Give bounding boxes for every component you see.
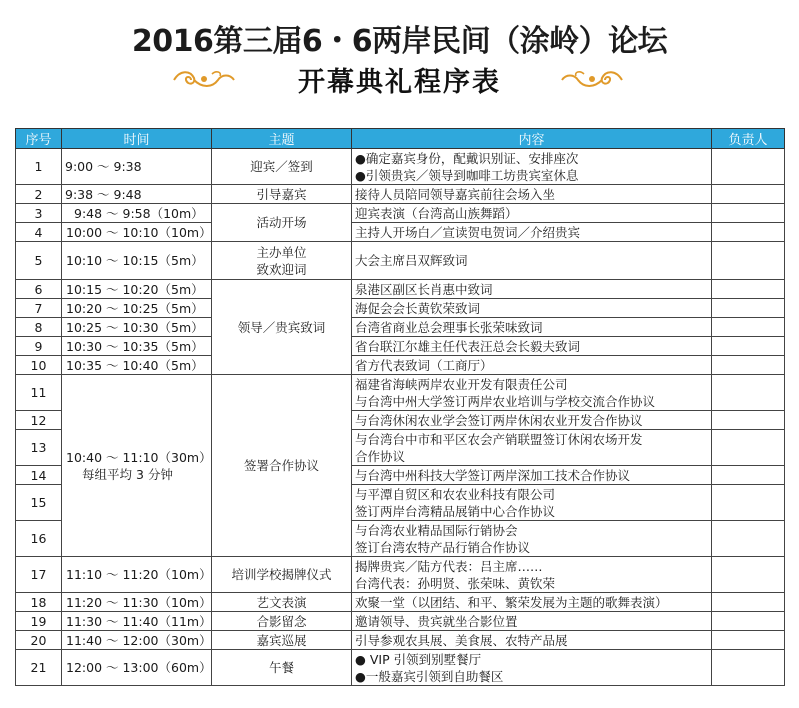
ornament-right-icon — [556, 68, 624, 92]
content-line: 与台湾中州大学签订两岸农业培训与学校交流合作协议 — [355, 393, 656, 409]
table-row — [16, 557, 785, 593]
subtitle-banner — [0, 60, 799, 104]
topic-line: 主办单位 — [256, 244, 307, 260]
table-row — [16, 650, 785, 686]
col-header-topic: 主题 — [212, 129, 352, 149]
row-owner — [712, 204, 785, 223]
row-owner — [712, 557, 785, 593]
row-owner — [712, 466, 785, 485]
table-row — [16, 631, 785, 650]
program-table — [15, 128, 785, 686]
table-row — [16, 223, 785, 242]
row-time: 9:00 ～ 9:38 — [62, 149, 212, 185]
row-owner — [712, 299, 785, 318]
row-number: 21 — [16, 650, 62, 686]
row-number: 10 — [16, 356, 62, 375]
row-topic: 引导嘉宾 — [212, 185, 352, 204]
content-line: 合作协议 — [355, 448, 406, 464]
row-content — [352, 149, 712, 185]
table-row — [16, 356, 785, 375]
row-owner — [712, 650, 785, 686]
content-line: 与平潭自贸区和农农业科技有限公司 — [355, 486, 556, 502]
table-row — [16, 299, 785, 318]
row-time: 10:00 ～ 10:10（10m） — [62, 223, 212, 242]
row-topic — [212, 242, 352, 280]
table-row — [16, 204, 785, 223]
row-content: 台湾省商业总会理事长张荣味致词 — [352, 318, 712, 337]
table-row — [16, 185, 785, 204]
row-number: 20 — [16, 631, 62, 650]
row-owner — [712, 185, 785, 204]
row-content: 省方代表致词（工商厅） — [352, 356, 712, 375]
row-number: 15 — [16, 485, 62, 521]
time-note: 每组平均 3 分钟 — [82, 466, 173, 482]
row-time: 11:20 ～ 11:30（10m） — [62, 593, 212, 612]
table-header-row — [16, 129, 785, 149]
row-number: 9 — [16, 337, 62, 356]
content-line: ●一般嘉宾引领到自助餐区 — [355, 668, 504, 684]
content-line: ● VIP 引领到别墅餐厅 — [355, 651, 482, 667]
row-time: 12:00 ～ 13:00（60m） — [62, 650, 212, 686]
page-subtitle: 开幕典礼程序表 — [298, 67, 501, 98]
content-line: 签订台湾农特产品行销合作协议 — [355, 539, 531, 555]
row-topic: 领导／贵宾致词 — [212, 280, 352, 375]
col-header-owner: 负责人 — [712, 129, 785, 149]
row-owner — [712, 593, 785, 612]
row-time: 10:25 ～ 10:30（5m） — [62, 318, 212, 337]
table-row — [16, 280, 785, 299]
row-content: 省台联江尔雄主任代表汪总会长毅夫致词 — [352, 337, 712, 356]
col-header-time: 时间 — [62, 129, 212, 149]
row-owner — [712, 521, 785, 557]
row-content — [352, 430, 712, 466]
col-header-content: 内容 — [352, 129, 712, 149]
row-content — [352, 650, 712, 686]
row-owner — [712, 242, 785, 280]
row-content: 与台湾休闲农业学会签订两岸休闲农业开发合作协议 — [352, 411, 712, 430]
row-time: 11:10 ～ 11:20（10m） — [62, 557, 212, 593]
row-number: 16 — [16, 521, 62, 557]
table-row — [16, 242, 785, 280]
row-content: 接待人员陪同领导嘉宾前往会场入坐 — [352, 185, 712, 204]
row-time: 9:38 ～ 9:48 — [62, 185, 212, 204]
row-content: 主持人开场白／宣读贺电贺词／介绍贵宾 — [352, 223, 712, 242]
row-content: 大会主席吕双辉致词 — [352, 242, 712, 280]
row-time — [62, 375, 212, 557]
row-owner — [712, 223, 785, 242]
row-topic: 活动开场 — [212, 204, 352, 242]
row-content: 海促会会长黄钦荣致词 — [352, 299, 712, 318]
row-owner — [712, 337, 785, 356]
row-number: 5 — [16, 242, 62, 280]
row-owner — [712, 411, 785, 430]
row-time: 11:30 ～ 11:40（11m） — [62, 612, 212, 631]
row-topic: 迎宾／签到 — [212, 149, 352, 185]
content-line: 揭牌贵宾／陆方代表：吕主席…… — [355, 558, 543, 574]
row-owner — [712, 631, 785, 650]
row-content — [352, 521, 712, 557]
row-number: 13 — [16, 430, 62, 466]
row-time: 10:10 ～ 10:15（5m） — [62, 242, 212, 280]
row-topic: 艺文表演 — [212, 593, 352, 612]
table-row — [16, 149, 785, 185]
row-owner — [712, 149, 785, 185]
row-content: 引导参观农具展、美食展、农特产品展 — [352, 631, 712, 650]
row-content: 欢聚一堂（以团结、和平、繁荣发展为主题的歌舞表演） — [352, 593, 712, 612]
row-number: 14 — [16, 466, 62, 485]
table-row — [16, 593, 785, 612]
row-owner — [712, 430, 785, 466]
row-number: 3 — [16, 204, 62, 223]
row-topic: 合影留念 — [212, 612, 352, 631]
row-number: 8 — [16, 318, 62, 337]
row-topic: 嘉宾巡展 — [212, 631, 352, 650]
row-number: 4 — [16, 223, 62, 242]
content-line: 福建省海峡两岸农业开发有限责任公司 — [355, 376, 568, 392]
table-row — [16, 337, 785, 356]
row-content — [352, 557, 712, 593]
row-owner — [712, 485, 785, 521]
row-number: 17 — [16, 557, 62, 593]
row-number: 1 — [16, 149, 62, 185]
row-content: 泉港区副区长肖惠中致词 — [352, 280, 712, 299]
row-number: 11 — [16, 375, 62, 411]
row-number: 12 — [16, 411, 62, 430]
content-line: 台湾代表：孙明贤、张荣味、黄钦荣 — [355, 575, 556, 591]
row-topic: 培训学校揭牌仪式 — [212, 557, 352, 593]
row-content — [352, 485, 712, 521]
row-topic: 签署合作协议 — [212, 375, 352, 557]
row-time: 11:40 ～ 12:00（30m） — [62, 631, 212, 650]
row-time: 10:35 ～ 10:40（5m） — [62, 356, 212, 375]
row-time: 10:20 ～ 10:25（5m） — [62, 299, 212, 318]
row-time: 9:48 ～ 9:58（10m） — [62, 204, 212, 223]
row-number: 2 — [16, 185, 62, 204]
row-time: 10:15 ～ 10:20（5m） — [62, 280, 212, 299]
table-row — [16, 318, 785, 337]
table-row — [16, 612, 785, 631]
page-title: 2016第三届6・6两岸民间（涂岭）论坛 — [131, 24, 668, 59]
row-owner — [712, 375, 785, 411]
col-header-no: 序号 — [16, 129, 62, 149]
row-number: 19 — [16, 612, 62, 631]
time-line: 10:40 ～ 11:10（30m） — [66, 449, 212, 465]
row-number: 6 — [16, 280, 62, 299]
row-number: 18 — [16, 593, 62, 612]
content-line: 与台湾台中市和平区农会产销联盟签订休闲农场开发 — [355, 431, 643, 447]
row-topic: 午餐 — [212, 650, 352, 686]
row-time: 10:30 ～ 10:35（5m） — [62, 337, 212, 356]
row-owner — [712, 612, 785, 631]
row-number: 7 — [16, 299, 62, 318]
content-line: 签订两岸台湾精品展销中心合作协议 — [355, 503, 556, 519]
content-line: ●引领贵宾／领导到咖啡工坊贵宾室休息 — [355, 167, 579, 183]
row-owner — [712, 318, 785, 337]
row-owner — [712, 280, 785, 299]
row-content — [352, 375, 712, 411]
row-content: 邀请领导、贵宾就坐合影位置 — [352, 612, 712, 631]
row-content: 与台湾中州科技大学签订两岸深加工技术合作协议 — [352, 466, 712, 485]
topic-line: 致欢迎词 — [256, 261, 307, 277]
table-row — [16, 375, 785, 411]
content-line: 与台湾农业精品国际行销协会 — [355, 522, 518, 538]
row-content: 迎宾表演（台湾高山族舞蹈） — [352, 204, 712, 223]
content-line: ●确定嘉宾身份，配戴识别证、安排座次 — [355, 150, 579, 166]
row-owner — [712, 356, 785, 375]
